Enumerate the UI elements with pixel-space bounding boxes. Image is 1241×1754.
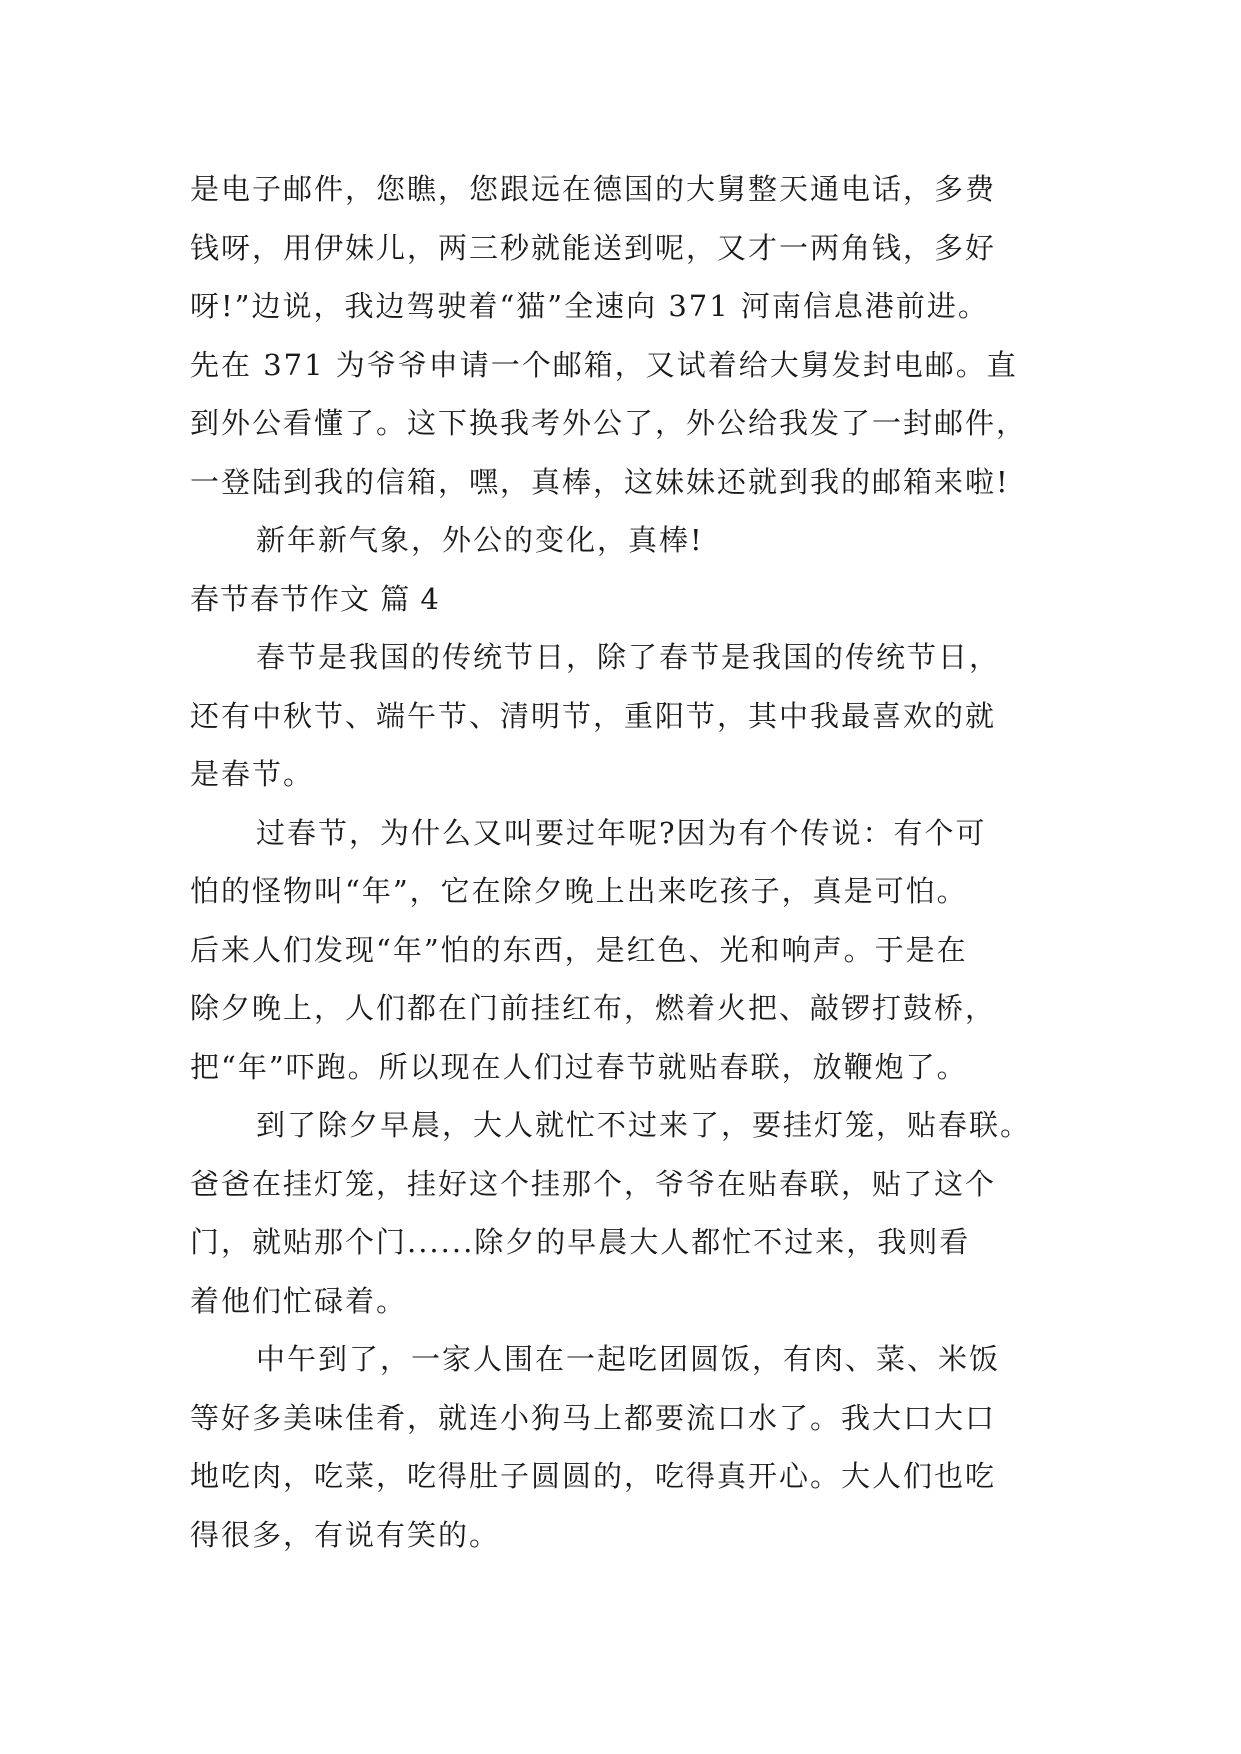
text-line: 后来人们发现“年”怕的东西，是红色、光和响声。于是在 [190, 932, 968, 967]
document-body [190, 160, 1070, 1564]
paragraph-first-line: 过春节，为什么又叫要过年呢?因为有个传说：有个可 [256, 815, 987, 850]
text-line: 门，就贴那个门......除夕的早晨大人都忙不过来，我则看 [190, 1225, 971, 1259]
paragraph-first-line: 到了除夕早晨，大人就忙不过来了，要挂灯笼，贴春联。 [256, 1108, 1032, 1142]
text-line: 爸爸在挂灯笼，挂好这个挂那个，爷爷在贴春联，贴了这个 [190, 1166, 997, 1201]
paragraph-first-line: 春节是我国的传统节日，除了春节是我国的传统节日， [256, 640, 1001, 674]
text-line: 怕的怪物叫“年”，它在除夕晚上出来吃孩子，真是可怕。 [190, 874, 968, 908]
text-line: 是春节。 [190, 757, 315, 791]
text-line: 到外公看懂了。这下换我考外公了，外公给我发了一封邮件， [190, 406, 1028, 440]
text-line: 先在 371 为爷爷申请一个邮箱，又试着给大舅发封电邮。直 [190, 347, 1018, 382]
text-line: 一登陆到我的信箱，嘿，真棒，这妹妹还就到我的邮箱来啦! [190, 464, 1010, 499]
text-line: 呀!”边说，我边驾驶着“猫”全速向 371 河南信息港前进。 [190, 289, 989, 323]
text-line: 得很多，有说有笑的。 [190, 1517, 501, 1552]
text-line: 除夕晚上，人们都在门前挂红布，燃着火把、敲锣打鼓桥， [190, 991, 997, 1025]
text-line: 着他们忙碌着。 [190, 1283, 408, 1318]
text-line: 钱呀，用伊妹儿，两三秒就能送到呢，又才一两角钱，多好 [190, 230, 997, 265]
text-line: 是电子邮件，您瞧，您跟远在德国的大舅整天通电话，多费 [190, 172, 997, 206]
text-line: 地吃肉，吃菜，吃得肚子圆圆的，吃得真开心。大人们也吃 [190, 1459, 997, 1493]
paragraph-first-line: 新年新气象，外公的变化，真棒! [256, 523, 704, 557]
text-line: 等好多美味佳肴，就连小狗马上都要流口水了。我大口大口 [190, 1400, 997, 1435]
text-line: 把“年”吓跑。所以现在人们过春节就贴春联，放鞭炮了。 [190, 1049, 968, 1084]
section-heading: 春节春节作文 篇 4 [190, 581, 440, 616]
text-line: 还有中秋节、端午节、清明节，重阳节，其中我最喜欢的就 [190, 698, 997, 733]
paragraph-first-line: 中午到了，一家人围在一起吃团圆饭，有肉、菜、米饭 [256, 1342, 1001, 1376]
